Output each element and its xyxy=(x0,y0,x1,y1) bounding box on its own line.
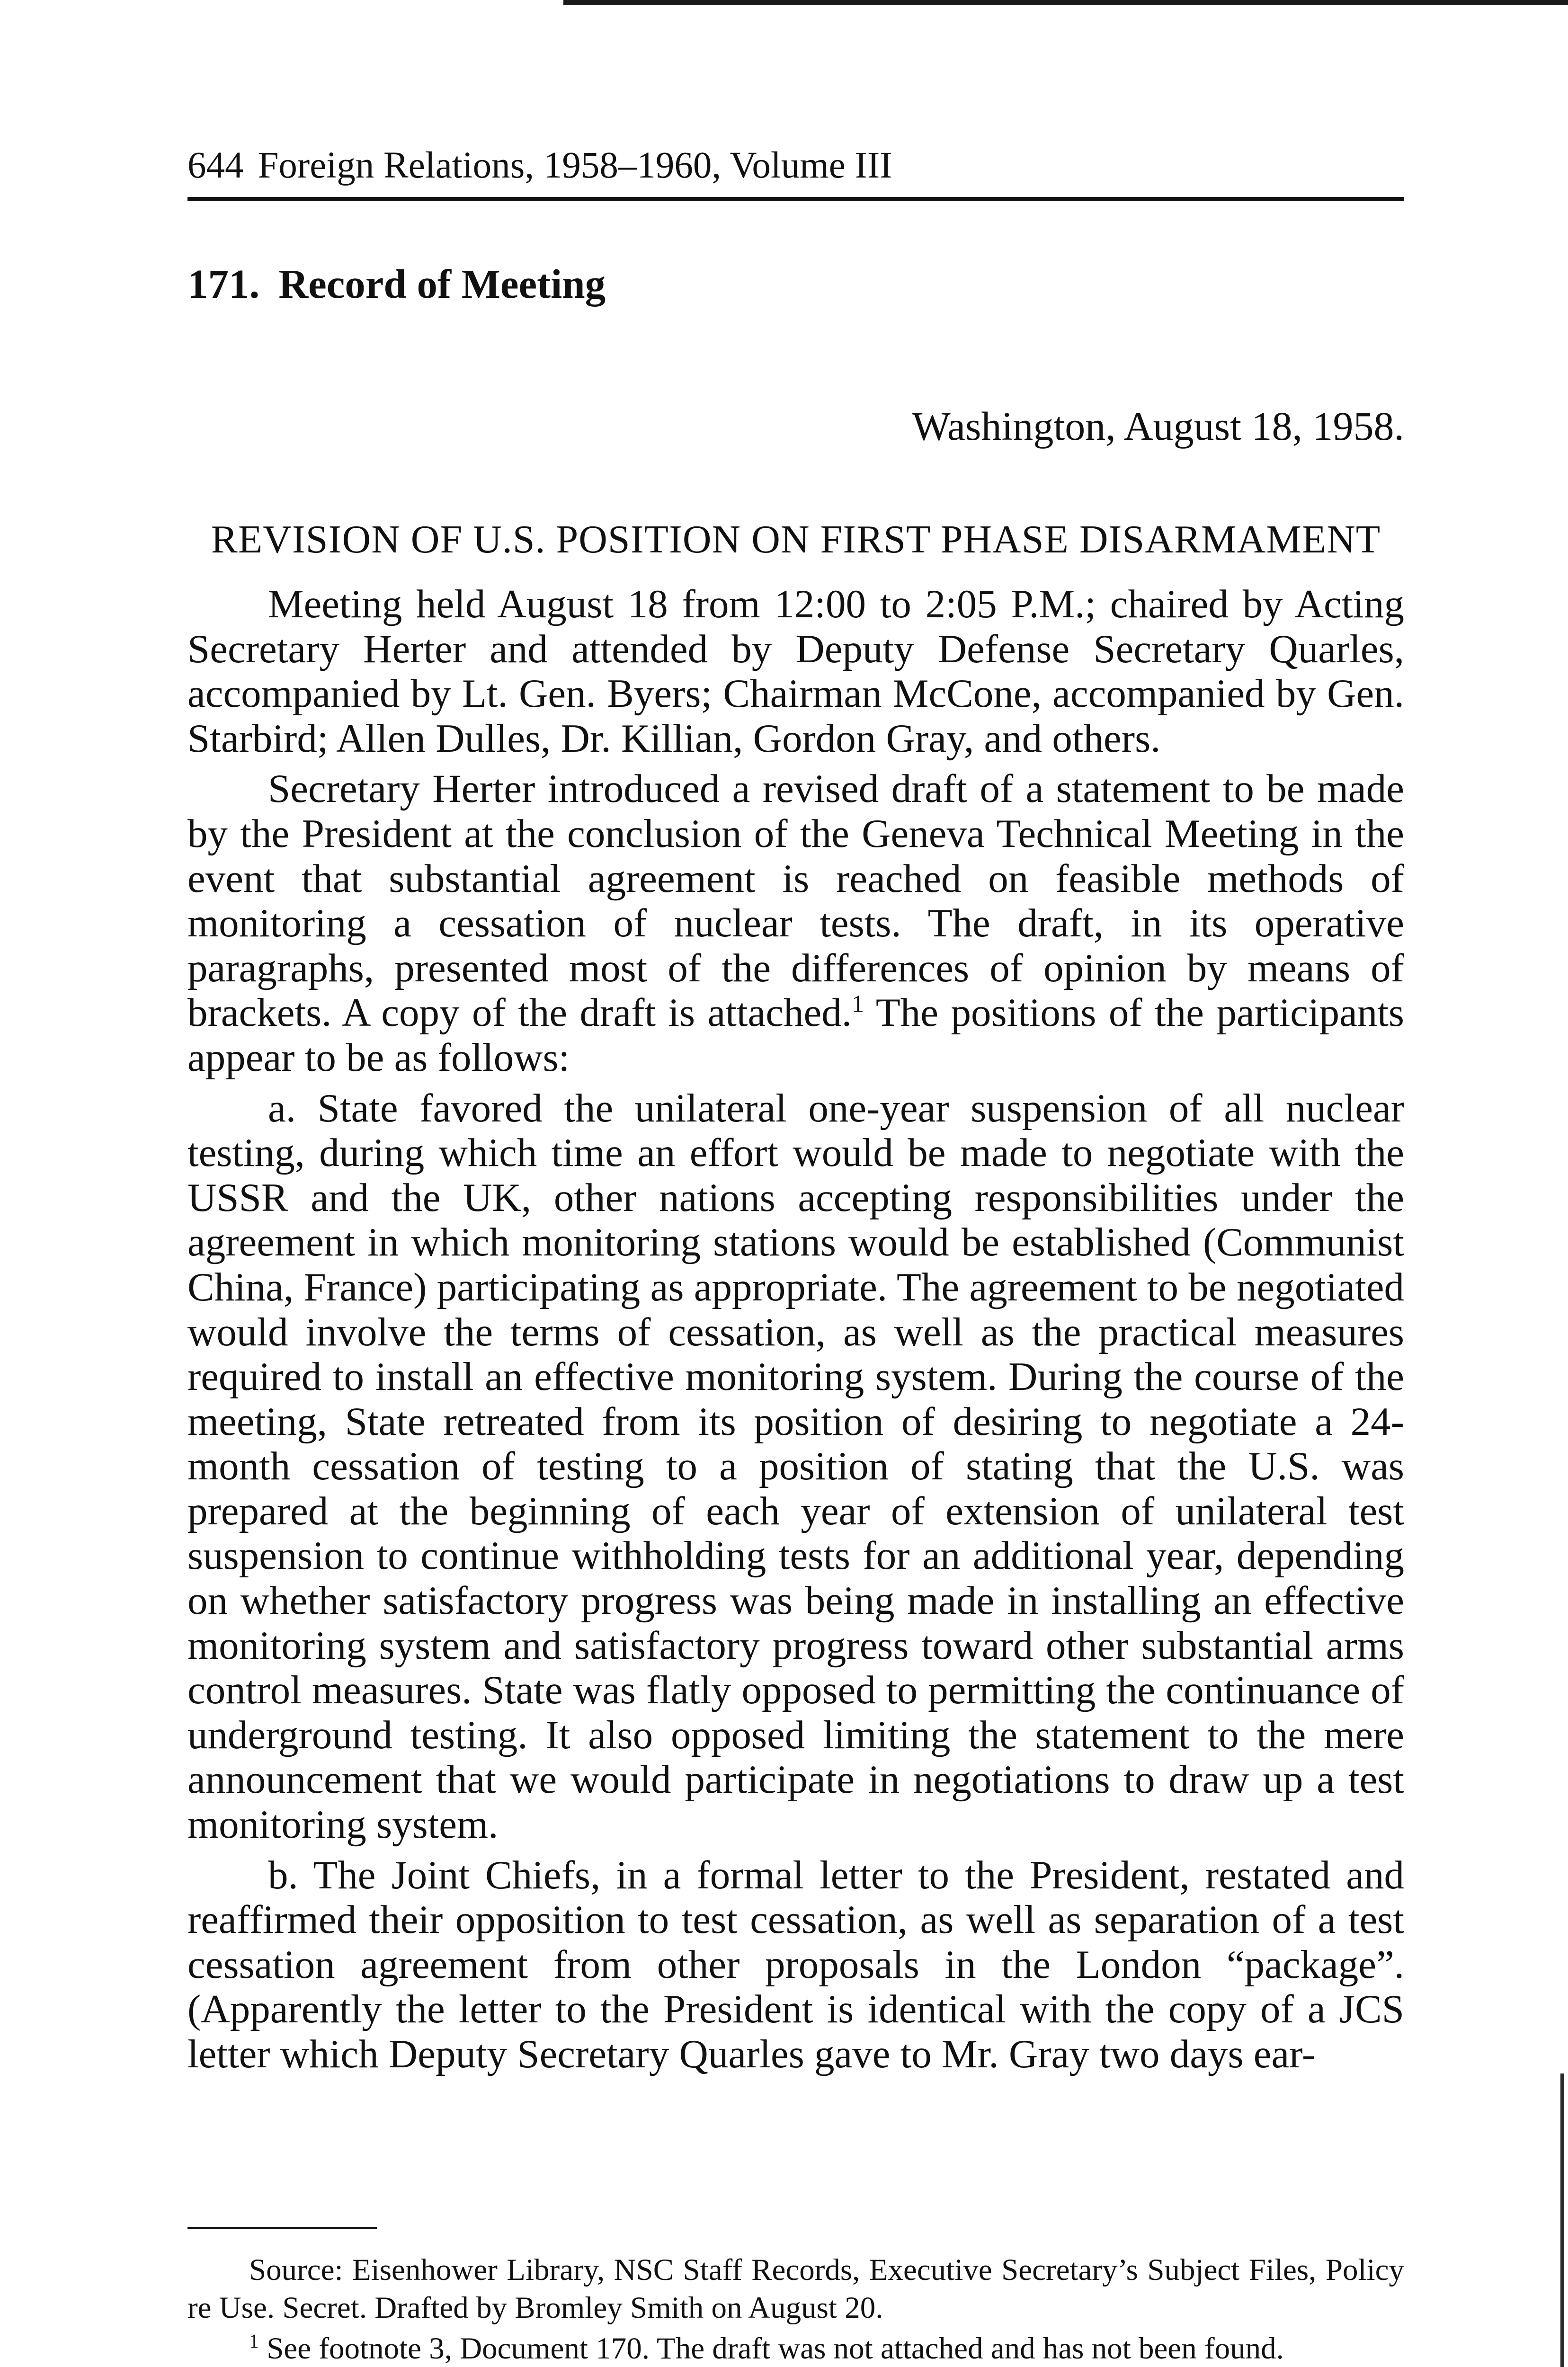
volume-title: Foreign Relations, 1958–1960, Volume III xyxy=(258,145,892,186)
running-head xyxy=(187,142,1404,189)
footnote-rule xyxy=(187,2227,377,2229)
scan-top-edge xyxy=(563,0,1568,5)
scan-right-edge xyxy=(1560,2073,1564,2367)
page-number: 644 xyxy=(187,145,244,186)
paragraph-state-position: a. State favored the unilateral one-year suspension of all nuclear testing, during which time an effort would be made to negotiate with the USSR and the UK, other nations accepting responsibilities under the agreement in which monitoring stations would be established (Communist China, France) participating as appropriate. The agreement to be negotiated would involve the terms of cessation, as well as the practical measures required to install an effective monitoring system. During the course of the meeting, State retreated from its position of desiring to negotiate a 24-month cessation of testing to a position of stating that the U.S. was prepared at the beginning of each year of extension of unilateral test suspension to continue withholding tests for an additional year, depending on whether satisfactory progress was being made in installing an effective monitoring system and satisfactory progress toward other substantial arms control measures. State was flatly opposed to permitting the continuance of underground testing. It also opposed limiting the statement to the mere announcement that we would participate in negotiations to draw up a test monitoring system. xyxy=(187,1086,1404,1847)
footnote-1-marker: 1 xyxy=(249,2331,259,2353)
header-rule xyxy=(187,197,1404,201)
page-content xyxy=(187,142,1404,2077)
subject-heading: REVISION OF U.S. POSITION ON FIRST PHASE DISARMAMENT xyxy=(211,517,1381,561)
document-number: 171. xyxy=(187,261,260,307)
paragraph-meeting-info: Meeting held August 18 from 12:00 to 2:05 P.M.; chaired by Acting Secretary Herter and attended by Deputy Defense Secretary Quarles, accompanied by Lt. Gen. Byers; Chairman McCone, accompanied by Gen. Starbird; Allen Dulles, Dr. Killian, Gordon Gray, and others. xyxy=(187,582,1404,761)
footnote-1-text: See footnote 3, Document 170. The draft was not attached and has not been found. xyxy=(259,2331,1284,2366)
footnote-1 xyxy=(187,2330,1404,2367)
document-title: Record of Meeting xyxy=(278,261,606,307)
body-text xyxy=(187,582,1404,2077)
document-heading xyxy=(187,258,1404,310)
source-note: Source: Eisenhower Library, NSC Staff Records, Executive Secretary’s Subject Files, Policy re Use. Secret. Drafted by Bromley Smith on August 20. xyxy=(187,2253,1404,2325)
paragraph-herter-draft-text: Secretary Herter introduced a revised draft of a statement to be made by the President at the conclusion of the Geneva Technical Meeting in the event that substantial agreement is reached on feasible methods of monitoring a cessation of nuclear tests. The draft, in its operative paragraphs, presented most of the differences of opinion by means of brackets. A copy of the draft is attached. xyxy=(187,766,1404,1035)
paragraph-herter-draft xyxy=(187,766,1404,1080)
footnote-reference-1: 1 xyxy=(851,991,864,1018)
paragraph-joint-chiefs: b. The Joint Chiefs, in a formal letter to the President, restated and reaffirmed their opposition to test cessation, as well as separation of a test cessation agreement from other proposals in the London “package”. (Apparently the letter to the President is identical with the copy of a JCS letter which Deputy Secretary Quarles gave to Mr. Gray two days ear- xyxy=(187,1852,1404,2076)
footnotes xyxy=(187,2251,1404,2367)
dateline: Washington, August 18, 1958. xyxy=(912,403,1404,449)
paragraph-herter-draft-text-end: The positions of the participants appear to be as follows: xyxy=(187,990,1404,1080)
